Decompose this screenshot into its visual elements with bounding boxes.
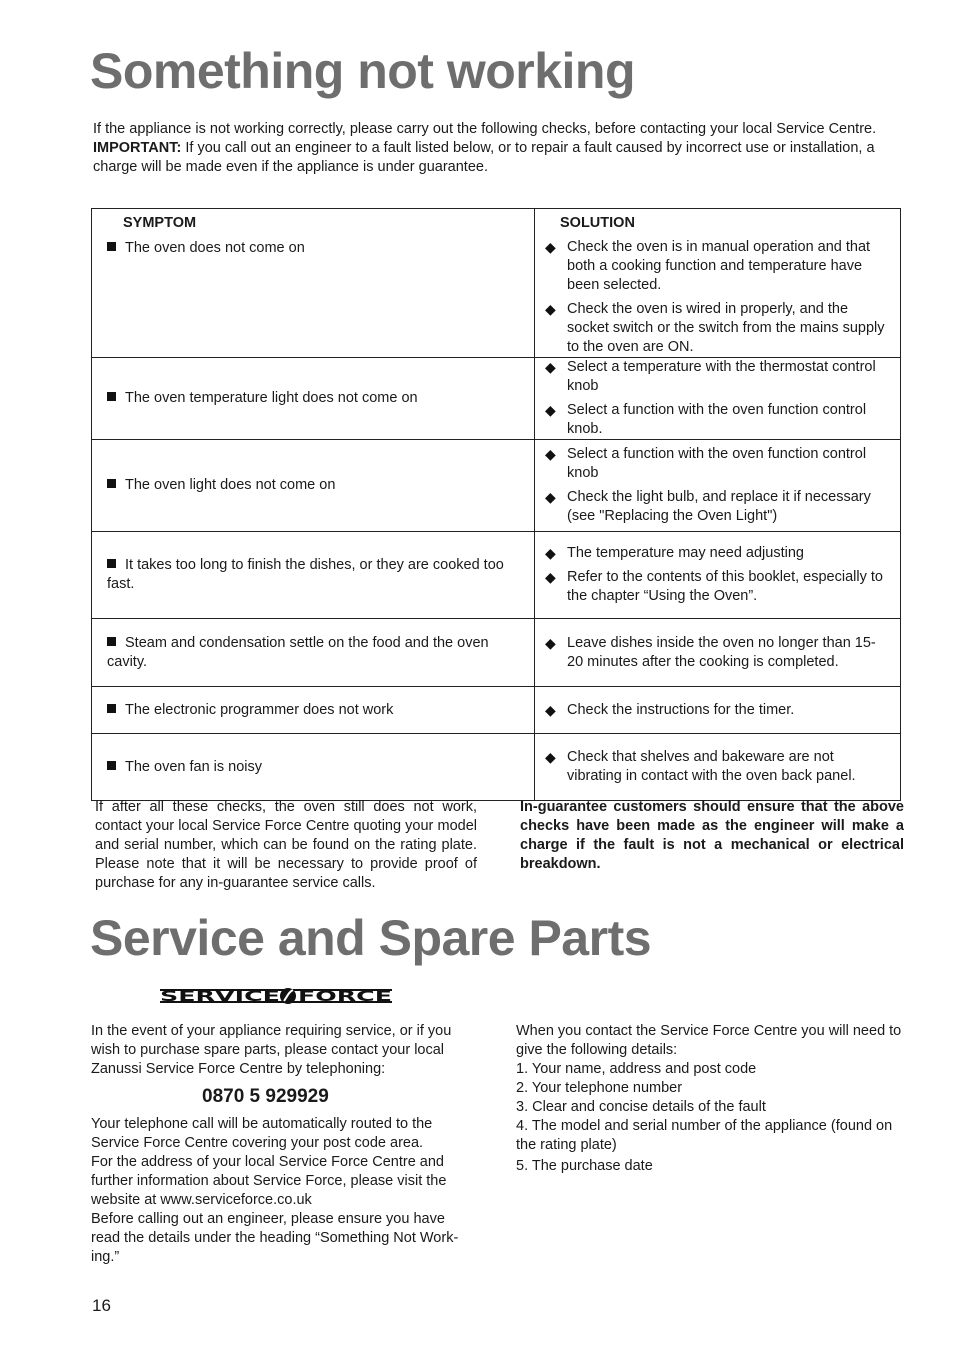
detail-item: 4. The model and serial number of the appliance (found on the rating plate) — [516, 1118, 893, 1153]
important-label: IMPORTANT: — [93, 140, 182, 156]
square-bullet-icon — [107, 761, 116, 770]
solution-item — [545, 300, 886, 357]
solution-cell — [535, 734, 901, 801]
table-row — [92, 209, 901, 358]
service-right-column — [516, 1022, 906, 1176]
after-checks-text: If after all these checks, the oven still does not work, contact your local Service Force Centre quoting your model and serial number, which can be found on the rating plate. Please note that it will be necessary to provide proof of purchase for any in-guarantee service calls. — [95, 799, 477, 891]
table-row — [92, 440, 901, 532]
solution-cell — [535, 440, 901, 532]
square-bullet-icon — [107, 392, 116, 401]
details-intro: When you contact the Service Force Centre you will need to give the following details: — [516, 1023, 902, 1058]
solution-text: Select a function with the oven function control knob — [567, 446, 867, 481]
solution-text: Refer to the contents of this booklet, especially to the chapter “Using the Oven”. — [567, 569, 883, 604]
symptom-text: It takes too long to finish the dishes, or they are cooked too fast. — [107, 557, 504, 592]
guarantee-note: In-guarantee customers should ensure that the above checks have been made as the engineer will make a charge if the fault is not a mechanical or electrical breakdown. — [520, 799, 904, 872]
solution-text: Check the oven is wired in properly, and the socket switch or the switch from the mains supply to the oven are ON. — [567, 301, 885, 355]
svg-text:SERVICE: SERVICE — [160, 989, 280, 1005]
symptom-header: SYMPTOM — [123, 215, 197, 231]
solution-item — [545, 401, 886, 439]
solution-text: Leave dishes inside the oven no longer than 15-20 minutes after the cooking is completed. — [567, 634, 876, 670]
solution-cell — [535, 358, 901, 440]
diamond-bullet-icon: ◆ — [545, 446, 556, 462]
symptom-text: The oven light does not come on — [125, 477, 336, 493]
solution-text: Select a temperature with the thermostat control knob — [567, 359, 876, 394]
diamond-bullet-icon: ◆ — [545, 359, 556, 375]
symptom-cell — [92, 209, 535, 358]
square-bullet-icon — [107, 637, 116, 646]
solution-text: Check the oven is in manual operation and that both a cooking function and temperature have been selected. — [567, 239, 871, 293]
table-row — [92, 734, 901, 801]
service-left-column — [91, 1022, 471, 1267]
diamond-bullet-icon: ◆ — [545, 402, 556, 418]
square-bullet-icon — [107, 704, 116, 713]
symptom-text: The oven does not come on — [125, 240, 305, 256]
troubleshooting-table — [91, 208, 901, 801]
detail-item: 1. Your name, address and post code — [516, 1061, 757, 1077]
detail-item: 3. Clear and concise details of the fault — [516, 1099, 766, 1115]
square-bullet-icon — [107, 242, 116, 251]
symptom-cell — [92, 687, 535, 734]
square-bullet-icon — [107, 479, 116, 488]
symptom-text: The electronic programmer does not work — [125, 701, 394, 718]
solution-cell — [535, 532, 901, 619]
solution-cell — [535, 619, 901, 687]
table-row — [92, 358, 901, 440]
square-bullet-icon — [107, 559, 116, 568]
solution-cell — [535, 209, 901, 358]
intro-text — [93, 120, 903, 177]
service-phone-number: 0870 5 929929 — [202, 1086, 329, 1107]
symptom-cell — [92, 440, 535, 532]
detail-item: 2. Your telephone number — [516, 1080, 683, 1096]
serviceforce-logo — [160, 986, 392, 1005]
solution-text: Check the light bulb, and replace it if necessary (see "Replacing the Oven Light") — [567, 489, 871, 524]
symptom-cell — [92, 532, 535, 619]
solution-item — [545, 544, 886, 563]
symptom-cell — [92, 619, 535, 687]
important-text: If you call out an engineer to a fault listed below, or to repair a fault caused by incorrect use or installation, a charge will be made even if the appliance is under guarantee. — [93, 140, 875, 175]
solution-item — [545, 701, 886, 720]
table-row — [92, 619, 901, 687]
solution-text: Check the instructions for the timer. — [567, 701, 795, 718]
solution-item — [545, 488, 886, 526]
serviceforce-logo-graphic — [160, 986, 392, 1005]
solution-item — [545, 634, 886, 672]
page-number: 16 — [92, 1296, 111, 1315]
symptom-text: The oven fan is noisy — [125, 758, 263, 775]
solution-item — [545, 568, 886, 606]
diamond-bullet-icon: ◆ — [545, 545, 556, 561]
solution-item — [545, 445, 886, 483]
intro-paragraph: If the appliance is not working correctly, please carry out the following checks, before contacting your local Service Centre. — [93, 121, 877, 137]
solution-item — [545, 748, 886, 786]
diamond-bullet-icon: ◆ — [545, 301, 556, 317]
solution-item — [545, 238, 886, 295]
diamond-bullet-icon: ◆ — [545, 701, 556, 718]
solution-item — [545, 358, 886, 396]
diamond-bullet-icon: ◆ — [545, 239, 556, 255]
page-title: Something not working — [90, 43, 636, 99]
symptom-text: The oven temperature light does not come on — [125, 390, 418, 406]
diamond-bullet-icon: ◆ — [545, 569, 556, 585]
svg-text:FORCE: FORCE — [298, 989, 392, 1005]
service-paragraph: Your telephone call will be automatically routed to the Service Force Centre covering your post code area. — [91, 1116, 433, 1151]
service-intro: In the event of your appliance requiring service, or if you wish to purchase spare parts, please contact your local Zanussi Service Force Centre by telephoning: — [91, 1023, 452, 1077]
symptom-cell — [92, 358, 535, 440]
diamond-bullet-icon: ◆ — [545, 634, 556, 651]
diamond-bullet-icon: ◆ — [545, 749, 556, 765]
symptom-text: Steam and condensation settle on the food and the oven cavity. — [107, 634, 489, 670]
service-paragraph: Before calling out an engineer, please ensure you have read the details under the heading “Something Not Work-ing.” — [91, 1211, 459, 1265]
section-title: Service and Spare Parts — [90, 910, 652, 966]
service-paragraph: For the address of your local Service Force Centre and further information about Service Force, please visit the website at www.serviceforce.co.uk — [91, 1154, 447, 1208]
detail-item: 5. The purchase date — [516, 1158, 653, 1174]
important-note — [93, 139, 903, 177]
solution-cell — [535, 687, 901, 734]
symptom-cell — [92, 734, 535, 801]
solution-header: SOLUTION — [560, 215, 635, 231]
solution-text: The temperature may need adjusting — [567, 545, 804, 561]
diamond-bullet-icon: ◆ — [545, 489, 556, 505]
table-row — [92, 532, 901, 619]
solution-text: Select a function with the oven function control knob. — [567, 402, 867, 437]
solution-text: Check that shelves and bakeware are not vibrating in contact with the oven back panel. — [567, 749, 856, 784]
table-row — [92, 687, 901, 734]
